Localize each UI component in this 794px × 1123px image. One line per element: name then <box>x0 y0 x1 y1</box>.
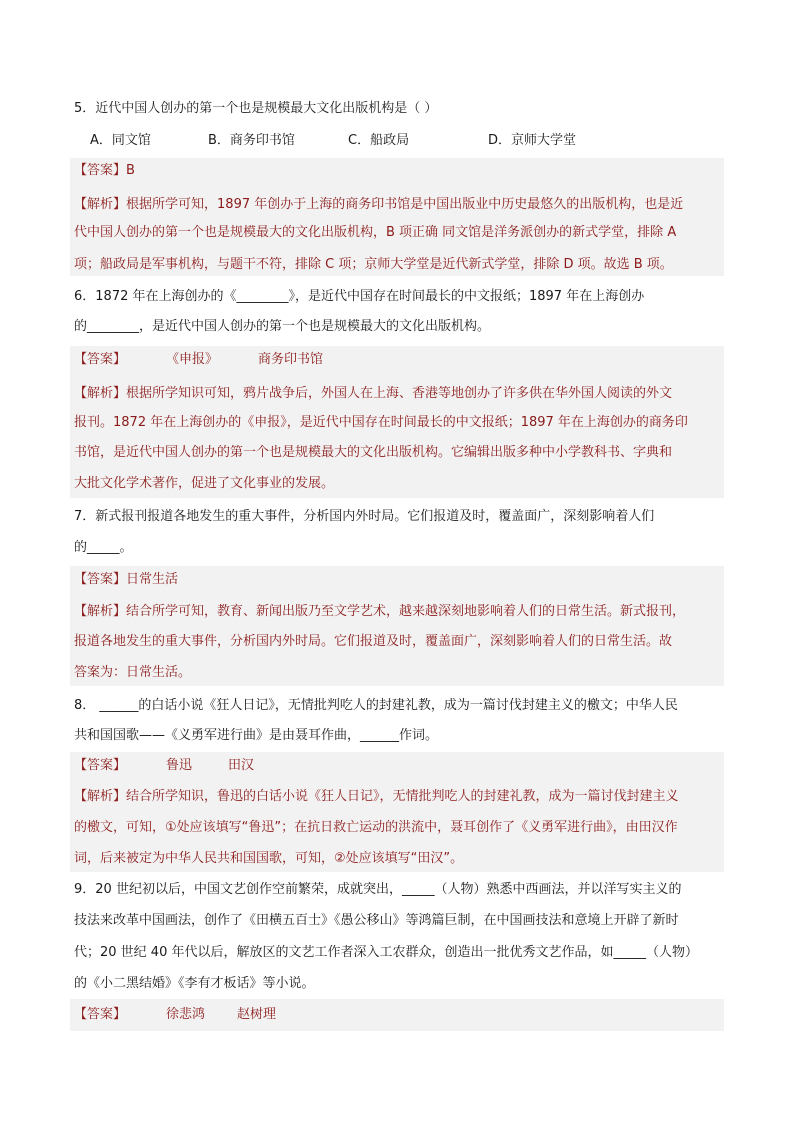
q6-stem-line-1: 6．1872 年在上海创办的《________》，是近代中国存在时间最长的中文报纸；1897 年在上海创办 <box>74 289 645 304</box>
q5-option-a: A．同文馆 <box>90 133 151 148</box>
q7-stem-line-1: 7．新式报刊报道各地发生的重大事件，分析国内外时局。它们报道及时，覆盖面广，深刻影响着人们 <box>74 509 655 524</box>
q5-analysis-tag: 【解析】 <box>74 197 127 212</box>
q9-stem-line-4: 的《小二黑结婚》《李有才板话》等小说。 <box>74 976 315 991</box>
q9-stem-line-1: 9．20 世纪初以后，中国文艺创作空前繁荣，成就突出，_____（人物）熟悉中西画法，并以洋写实主义的 <box>74 882 682 897</box>
q6-answer-line <box>74 346 724 374</box>
q6-analysis-line-1: 【解析】根据所学知识可知，鸦片战争后，外国人在上海、香港等地创办了许多供在华外国人阅读的外文 <box>74 386 673 401</box>
q5-answer: B <box>126 163 135 178</box>
q8-analysis-line-1: 【解析】结合所学知识，鲁迅的白话小说《狂人日记》，无情批判吃人的封建礼教，成为一篇讨伐封建主义 <box>74 789 679 804</box>
q6-answer-2: 商务印书馆 <box>258 352 324 367</box>
q7-answer: 日常生活 <box>126 572 179 587</box>
q7-stem-line-2: 的_____。 <box>74 540 133 555</box>
q5-answer-tag: 【答案】 <box>74 163 127 178</box>
q9-answer-line <box>74 1001 724 1029</box>
q7-answer-line <box>74 566 724 594</box>
q8-answer-tag: 【答案】 <box>74 758 127 773</box>
q9-answer-2: 赵树理 <box>237 1007 277 1022</box>
q9-stem-line-2: 技法来改革中国画法，创作了《田横五百士》《愚公移山》等鸿篇巨制，在中国画技法和意境上开辟了新时 <box>74 913 679 928</box>
q6-analysis-tag: 【解析】 <box>74 386 127 401</box>
q9-answer-1: 徐悲鸿 <box>166 1007 206 1022</box>
q5-analysis-line-2: 代中国人创办的第一个也是规模最大的文化出版机构，B 项正确 同文馆是洋务派创办的新式学堂，排除 A <box>74 225 677 240</box>
q5-analysis-line-3: 项；船政局是军事机构，与题干不符，排除 C 项；京师大学堂是近代新式学堂，排除 D 项。故选 B 项。 <box>74 257 673 272</box>
q8-stem-line-1: 8． ______的白话小说《狂人日记》，无情批判吃人的封建礼教，成为一篇讨伐封建主义的檄文；中华人民 <box>74 698 678 713</box>
q8-stem-line-2: 共和国国歌——《义勇军进行曲》是由聂耳作曲，______作词。 <box>74 728 439 743</box>
q7-analysis-line-3: 答案为：日常生活。 <box>74 665 192 680</box>
q6-analysis-line-3: 书馆，是近代中国人创办的第一个也是规模最大的文化出版机构。它编辑出版多种中小学教科书、字典和 <box>74 445 673 460</box>
q9-stem-line-3: 代；20 世纪 40 年代以后，解放区的文艺工作者深入工农群众，创造出一批优秀文艺作品，如_____（人物） <box>74 945 698 960</box>
q6-answer-1: 《申报》 <box>166 352 219 367</box>
q8-analysis-line-2: 的檄文，可知，①处应该填写“鲁迅”；在抗日救亡运动的洪流中，聂耳创作了《义勇军进行曲》，由田汉作 <box>74 820 678 835</box>
q5-option-b: B．商务印书馆 <box>208 133 295 148</box>
q8-answer-line <box>74 752 724 780</box>
q8-answer-2: 田汉 <box>228 758 255 773</box>
q6-analysis-line-4: 大批文化学术著作，促进了文化事业的发展。 <box>74 476 335 491</box>
q7-analysis-tag: 【解析】 <box>74 604 127 619</box>
q8-analysis-line-3: 词，后来被定为中华人民共和国国歌，可知，②处应该填写“田汉”。 <box>74 851 464 866</box>
q5-option-c: C．船政局 <box>348 133 410 148</box>
q5-option-d: D．京师大学堂 <box>488 133 577 148</box>
q7-analysis-line-1: 【解析】结合所学可知，教育、新闻出版乃至文学艺术，越来越深刻地影响着人们的日常生活。新式报刊， <box>74 604 686 619</box>
q8-answer-1: 鲁迅 <box>166 758 193 773</box>
q8-analysis-tag: 【解析】 <box>74 789 127 804</box>
q7-analysis-line-2: 报道各地发生的重大事件，分析国内外时局。它们报道及时，覆盖面广，深刻影响着人们的日常生活。故 <box>74 634 673 649</box>
q7-answer-tag: 【答案】 <box>74 572 127 587</box>
q9-answer-tag: 【答案】 <box>74 1007 127 1022</box>
q6-analysis-line-2: 报刊。1872 年在上海创办的《申报》，是近代中国存在时间最长的中文报纸；1897 年在上海创办的商务印 <box>74 415 688 430</box>
q6-answer-tag: 【答案】 <box>74 352 127 367</box>
q5-analysis-line-1: 【解析】根据所学可知，1897 年创办于上海的商务印书馆是中国出版业中历史最悠久的出版机构，也是近 <box>74 197 684 212</box>
q5-answer-line <box>74 157 724 185</box>
q6-stem-line-2: 的________，是近代中国人创办的第一个也是规模最大的文化出版机构。 <box>74 319 491 334</box>
q5-stem: 5．近代中国人创办的第一个也是规模最大文化出版机构是（ ） <box>74 101 438 116</box>
